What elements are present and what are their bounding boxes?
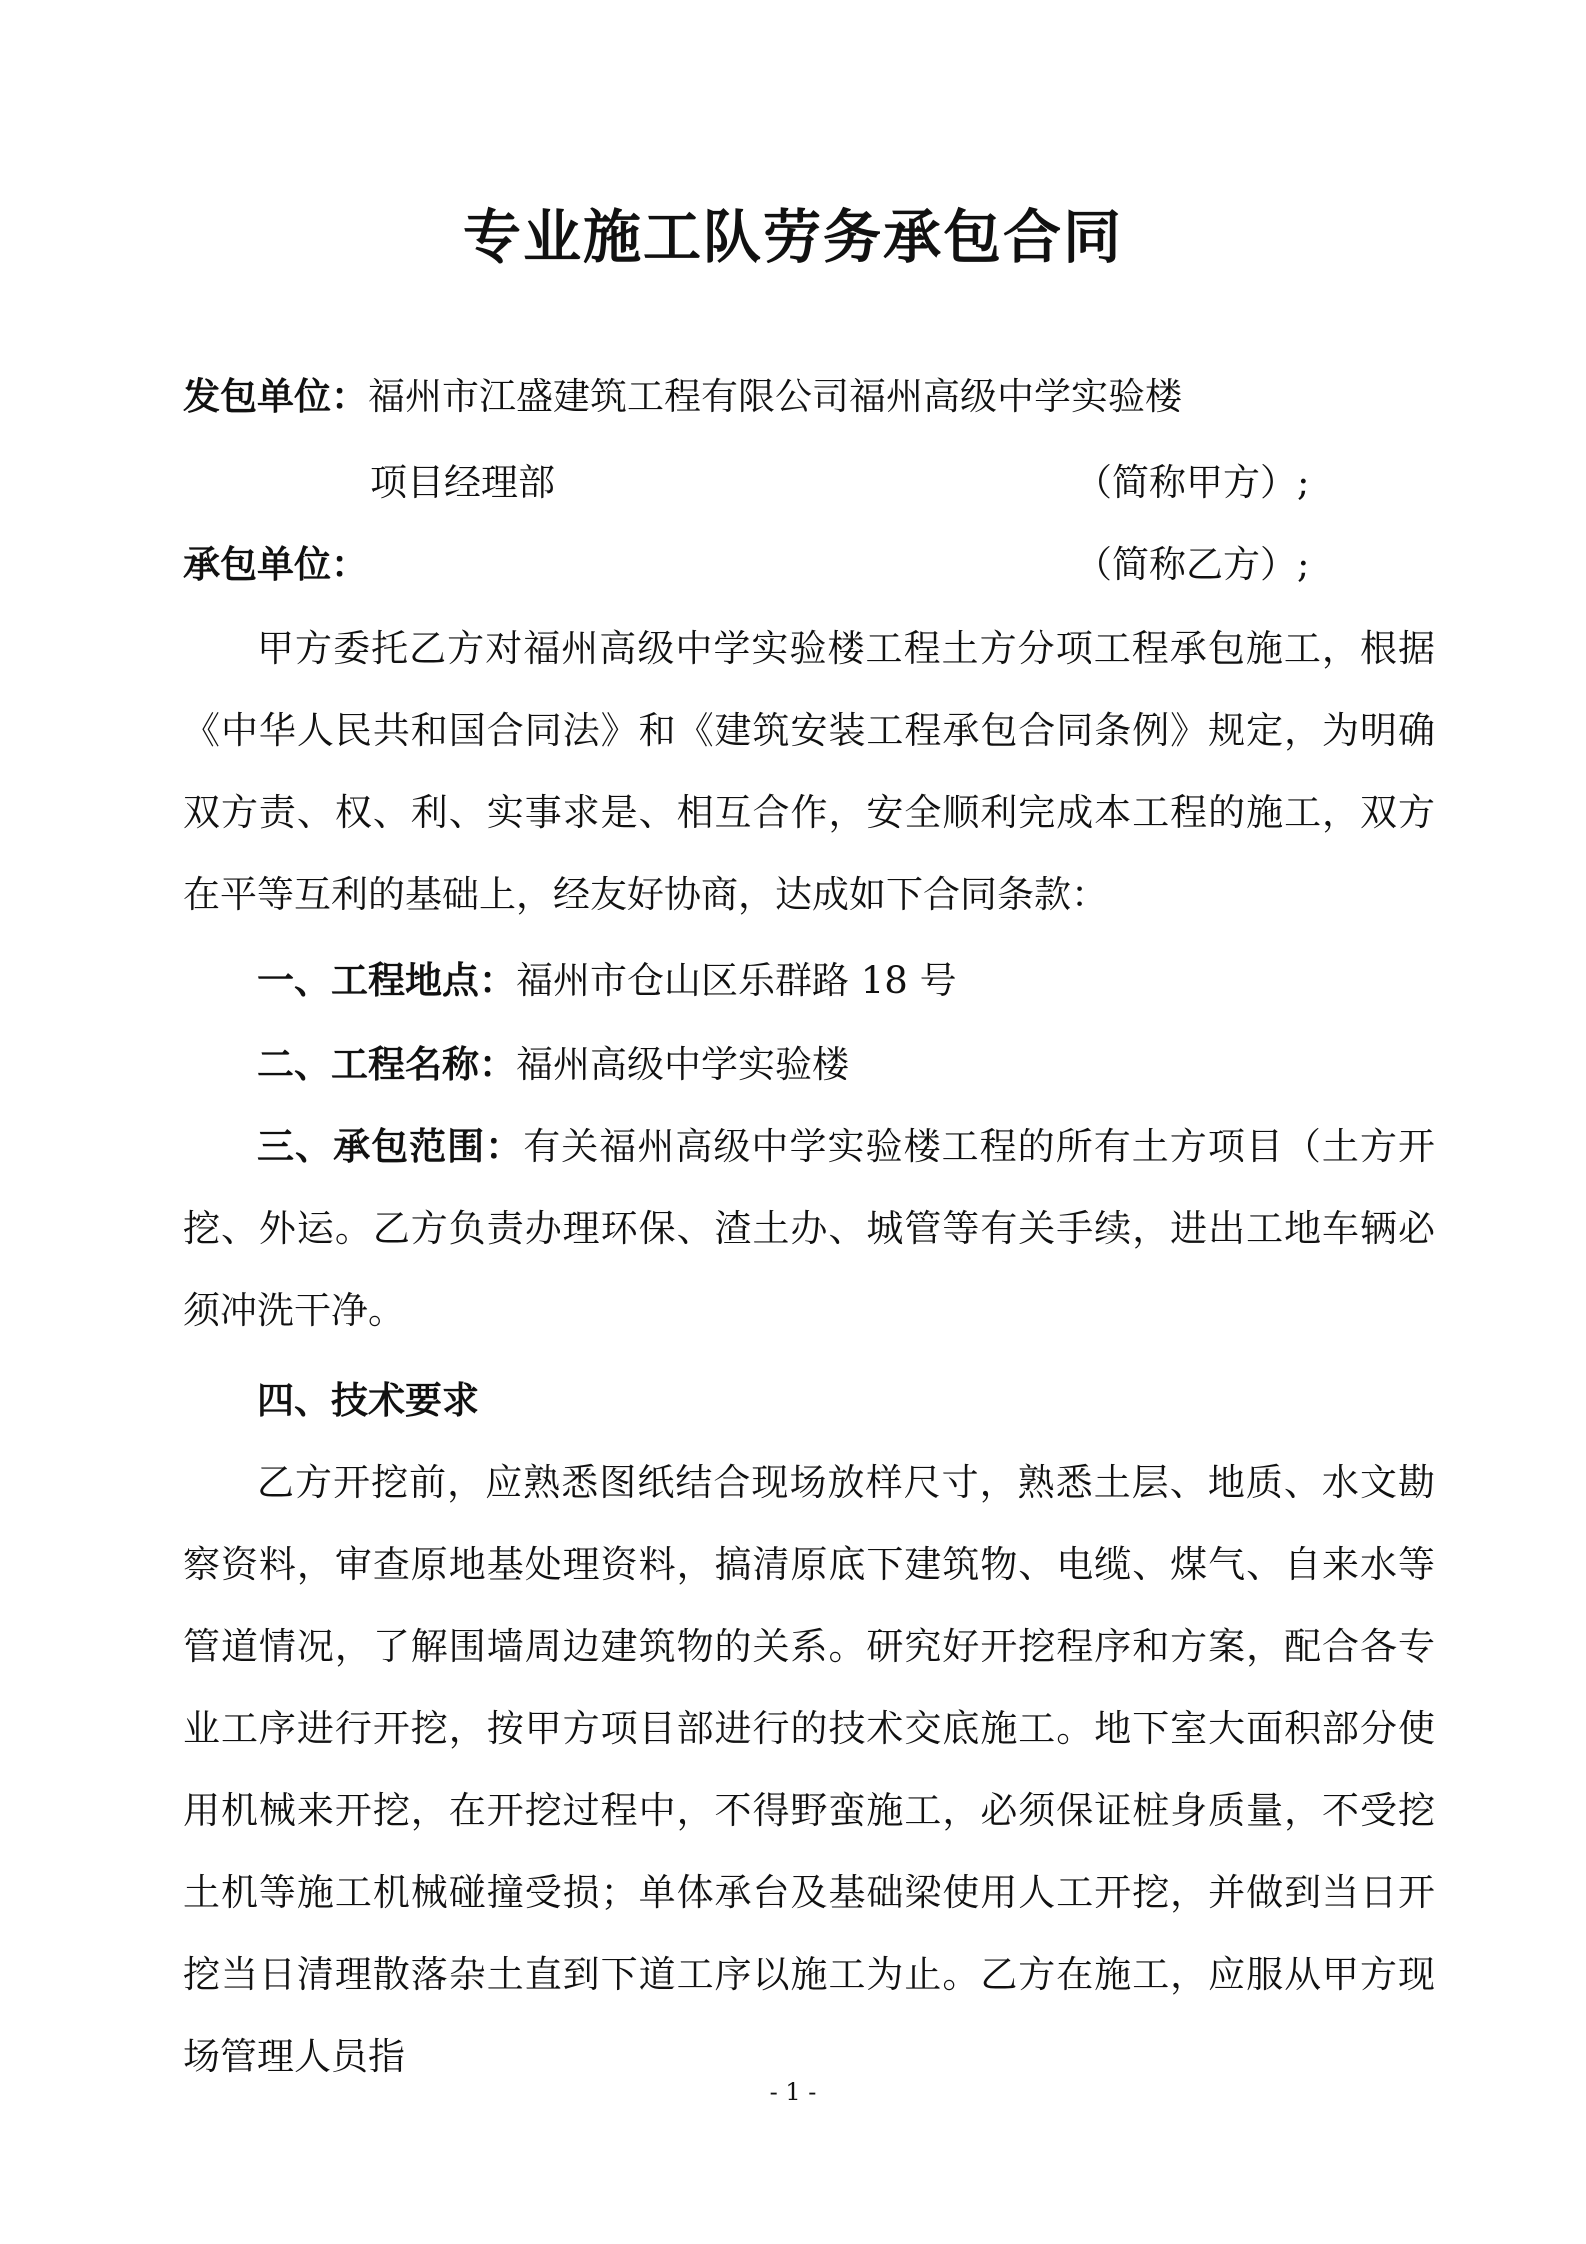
page-number: - 1 - xyxy=(769,2078,817,2106)
clause-project-name xyxy=(257,1040,849,1090)
clause-scope-label: 三、承包范围： xyxy=(257,1125,524,1168)
clause-scope-value: 有关福州高级中学实验楼工程的所有土方项目（土方开挖、外运。乙方负责办理环保、渣土办、城管等有关手续，进出工地车辆必须冲洗干净。 xyxy=(183,1125,1435,1332)
clause-scope xyxy=(183,1106,1435,1352)
clause-project-name-value: 福州高级中学实验楼 xyxy=(516,1043,849,1086)
employer-value-continued: 项目经理部 xyxy=(370,461,555,504)
employer-abbreviation: （简称甲方）; xyxy=(1075,461,1310,504)
contractor-line xyxy=(183,540,368,590)
clause-technical-heading xyxy=(257,1376,479,1426)
clause-location xyxy=(257,956,957,1006)
clause-project-name-label: 二、工程名称： xyxy=(257,1043,516,1086)
document-title: 专业施工队劳务承包合同 xyxy=(462,203,1123,271)
employer-label: 发包单位： xyxy=(183,375,368,418)
clause-technical-body: 乙方开挖前，应熟悉图纸结合现场放样尺寸，熟悉土层、地质、水文勘察资料，审查原地基处理资料，搞清原底下建筑物、电缆、煤气、自来水等管道情况，了解围墙周边建筑物的关系。研究好开挖程序和方案，配合各专业工序进行开挖，按甲方项目部进行的技术交底施工。地下室大面积部分使用机械来开挖，在开挖过程中，不得野蛮施工，必须保证桩身质量，不受挖土机等施工机械碰撞受损；单体承台及基础梁使用人工开挖，并做到当日开挖当日清理散落杂土直到下道工序以施工为止。乙方在施工，应服从甲方现场管理人员指 xyxy=(183,1461,1435,2078)
employer-value: 福州市江盛建筑工程有限公司福州高级中学实验楼 xyxy=(368,375,1182,418)
contractor-label: 承包单位： xyxy=(183,543,368,586)
clause-technical-label: 四、技术要求 xyxy=(257,1379,479,1422)
contractor-abbreviation: （简称乙方）; xyxy=(1075,543,1310,586)
intro-paragraph: 甲方委托乙方对福州高级中学实验楼工程土方分项工程承包施工，根据《中华人民共和国合同法》和《建筑安装工程承包合同条例》规定，为明确双方责、权、利、实事求是、相互合作，安全顺利完成本工程的施工，双方在平等互利的基础上，经友好协商，达成如下合同条款： xyxy=(183,627,1435,916)
employer-line xyxy=(183,372,1182,422)
clause-location-value: 福州市仓山区乐群路 18 号 xyxy=(516,959,957,1002)
clause-location-label: 一、工程地点： xyxy=(257,959,516,1002)
